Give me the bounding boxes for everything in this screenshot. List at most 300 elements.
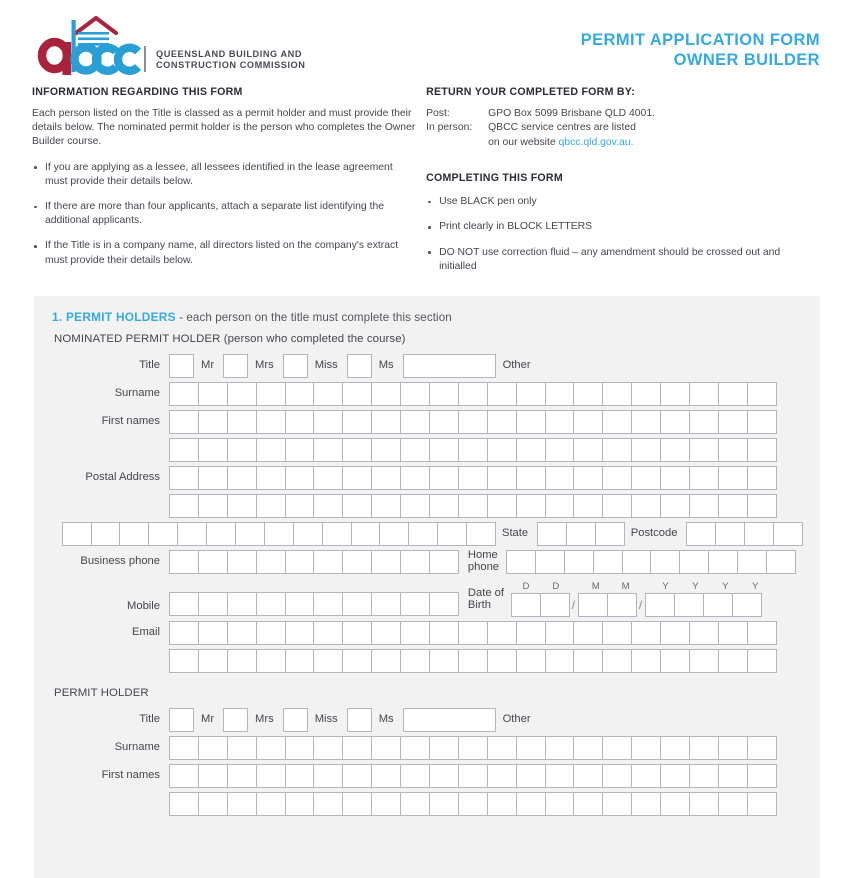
input-cell[interactable] — [487, 438, 517, 462]
input-cell[interactable] — [322, 522, 352, 546]
input-cell[interactable] — [602, 764, 632, 788]
input-cell[interactable] — [747, 649, 777, 673]
input-cell[interactable] — [285, 736, 315, 760]
email-input-grid[interactable] — [169, 621, 776, 645]
input-cell[interactable] — [437, 522, 467, 546]
input-cell[interactable] — [689, 466, 719, 490]
input-cell[interactable] — [660, 736, 690, 760]
input-cell[interactable] — [371, 438, 401, 462]
dob-year-input-grid[interactable] — [645, 593, 761, 617]
postal-address-input-grid-1[interactable] — [169, 466, 776, 490]
input-cell[interactable] — [708, 550, 738, 574]
input-cell[interactable] — [744, 522, 774, 546]
input-cell[interactable] — [573, 494, 603, 518]
input-cell[interactable] — [169, 621, 199, 645]
input-cell[interactable] — [566, 522, 596, 546]
input-cell[interactable] — [689, 736, 719, 760]
title-ms-checkbox-holder2[interactable] — [347, 708, 372, 732]
input-cell[interactable] — [198, 764, 228, 788]
input-cell[interactable] — [285, 621, 315, 645]
input-cell[interactable] — [198, 438, 228, 462]
input-cell[interactable] — [371, 494, 401, 518]
input-cell[interactable] — [487, 621, 517, 645]
input-cell[interactable] — [458, 649, 488, 673]
title-mrs-checkbox-holder2[interactable] — [223, 708, 248, 732]
input-cell[interactable] — [371, 592, 401, 616]
input-cell[interactable] — [169, 736, 199, 760]
input-cell[interactable] — [773, 522, 803, 546]
input-cell[interactable] — [747, 621, 777, 645]
input-cell[interactable] — [62, 522, 92, 546]
input-cell[interactable] — [313, 592, 343, 616]
input-cell[interactable] — [198, 621, 228, 645]
input-cell[interactable] — [466, 522, 496, 546]
input-cell[interactable] — [313, 494, 343, 518]
input-cell[interactable] — [227, 466, 257, 490]
input-cell[interactable] — [264, 522, 294, 546]
input-cell[interactable] — [342, 466, 372, 490]
input-cell[interactable] — [371, 550, 401, 574]
input-cell[interactable] — [198, 592, 228, 616]
input-cell[interactable] — [593, 550, 623, 574]
input-cell[interactable] — [342, 550, 372, 574]
input-cell[interactable] — [715, 522, 745, 546]
input-cell[interactable] — [371, 649, 401, 673]
input-cell[interactable] — [458, 382, 488, 406]
input-cell[interactable] — [313, 649, 343, 673]
title-mr-checkbox[interactable] — [169, 354, 194, 378]
first-names-input-grid[interactable] — [169, 410, 776, 434]
input-cell[interactable] — [545, 494, 575, 518]
input-cell[interactable] — [747, 438, 777, 462]
input-cell[interactable] — [429, 494, 459, 518]
title-mr-checkbox-holder2[interactable] — [169, 708, 194, 732]
input-cell[interactable] — [718, 736, 748, 760]
input-cell[interactable] — [631, 494, 661, 518]
business-phone-input-grid[interactable] — [169, 550, 458, 574]
input-cell[interactable] — [718, 792, 748, 816]
input-cell[interactable] — [400, 382, 430, 406]
input-cell[interactable] — [689, 621, 719, 645]
home-phone-input-grid[interactable] — [506, 550, 795, 574]
first-names-input-grid-2-holder2[interactable] — [169, 792, 776, 816]
input-cell[interactable] — [747, 494, 777, 518]
input-cell[interactable] — [285, 792, 315, 816]
input-cell[interactable] — [747, 764, 777, 788]
state-input-grid[interactable] — [537, 522, 624, 546]
input-cell[interactable] — [285, 382, 315, 406]
input-cell[interactable] — [256, 592, 286, 616]
input-cell[interactable] — [516, 438, 546, 462]
input-cell[interactable] — [198, 494, 228, 518]
input-cell[interactable] — [516, 736, 546, 760]
input-cell[interactable] — [545, 438, 575, 462]
input-cell[interactable] — [602, 621, 632, 645]
input-cell[interactable] — [313, 621, 343, 645]
input-cell[interactable] — [342, 592, 372, 616]
input-cell[interactable] — [631, 382, 661, 406]
input-cell[interactable] — [535, 550, 565, 574]
input-cell[interactable] — [487, 410, 517, 434]
title-miss-checkbox-holder2[interactable] — [283, 708, 308, 732]
input-cell[interactable] — [429, 792, 459, 816]
input-cell[interactable] — [718, 438, 748, 462]
input-cell[interactable] — [371, 466, 401, 490]
input-cell[interactable] — [198, 410, 228, 434]
input-cell[interactable] — [487, 649, 517, 673]
input-cell[interactable] — [227, 792, 257, 816]
input-cell[interactable] — [400, 792, 430, 816]
input-cell[interactable] — [506, 550, 536, 574]
input-cell[interactable] — [689, 792, 719, 816]
input-cell[interactable] — [206, 522, 236, 546]
input-cell[interactable] — [545, 410, 575, 434]
first-names-input-grid-2[interactable] — [169, 438, 776, 462]
input-cell[interactable] — [400, 550, 430, 574]
input-cell[interactable] — [487, 764, 517, 788]
input-cell[interactable] — [545, 736, 575, 760]
input-cell[interactable] — [516, 764, 546, 788]
input-cell[interactable] — [169, 410, 199, 434]
input-cell[interactable] — [342, 792, 372, 816]
input-cell[interactable] — [747, 466, 777, 490]
input-cell[interactable] — [342, 621, 372, 645]
first-names-input-grid-holder2[interactable] — [169, 764, 776, 788]
input-cell[interactable] — [285, 466, 315, 490]
input-cell[interactable] — [285, 649, 315, 673]
input-cell[interactable] — [256, 438, 286, 462]
input-cell[interactable] — [400, 736, 430, 760]
input-cell[interactable] — [342, 736, 372, 760]
postal-address-input-grid-2[interactable] — [169, 494, 776, 518]
title-other-input[interactable] — [403, 354, 496, 378]
input-cell[interactable] — [342, 649, 372, 673]
input-cell[interactable] — [91, 522, 121, 546]
input-cell[interactable] — [622, 550, 652, 574]
input-cell[interactable] — [177, 522, 207, 546]
input-cell[interactable] — [747, 382, 777, 406]
input-cell[interactable] — [285, 764, 315, 788]
input-cell[interactable] — [718, 382, 748, 406]
input-cell[interactable] — [545, 466, 575, 490]
input-cell[interactable] — [313, 736, 343, 760]
input-cell[interactable] — [573, 649, 603, 673]
input-cell[interactable] — [458, 410, 488, 434]
input-cell[interactable] — [256, 736, 286, 760]
input-cell[interactable] — [169, 466, 199, 490]
input-cell[interactable] — [631, 621, 661, 645]
input-cell[interactable] — [545, 382, 575, 406]
input-cell[interactable] — [660, 621, 690, 645]
input-cell[interactable] — [429, 736, 459, 760]
input-cell[interactable] — [631, 466, 661, 490]
input-cell[interactable] — [342, 438, 372, 462]
input-cell[interactable] — [400, 494, 430, 518]
input-cell[interactable] — [458, 792, 488, 816]
input-cell[interactable] — [227, 621, 257, 645]
input-cell[interactable] — [148, 522, 178, 546]
input-cell[interactable] — [169, 382, 199, 406]
input-cell[interactable] — [198, 736, 228, 760]
input-cell[interactable] — [602, 649, 632, 673]
input-cell[interactable] — [227, 550, 257, 574]
input-cell[interactable] — [351, 522, 381, 546]
input-cell[interactable] — [595, 522, 625, 546]
input-cell[interactable] — [545, 621, 575, 645]
dob-day-input-grid[interactable] — [511, 593, 569, 617]
input-cell[interactable] — [747, 736, 777, 760]
input-cell[interactable] — [227, 382, 257, 406]
input-cell[interactable] — [602, 382, 632, 406]
input-cell[interactable] — [256, 649, 286, 673]
input-cell[interactable] — [285, 592, 315, 616]
input-cell[interactable] — [429, 592, 459, 616]
input-cell[interactable] — [564, 550, 594, 574]
input-cell[interactable] — [371, 621, 401, 645]
input-cell[interactable] — [458, 494, 488, 518]
input-cell[interactable] — [227, 438, 257, 462]
input-cell[interactable] — [458, 764, 488, 788]
input-cell[interactable] — [400, 621, 430, 645]
input-cell[interactable] — [487, 494, 517, 518]
input-cell[interactable] — [660, 494, 690, 518]
input-cell[interactable] — [256, 764, 286, 788]
input-cell[interactable] — [293, 522, 323, 546]
input-cell[interactable] — [429, 649, 459, 673]
input-cell[interactable] — [573, 410, 603, 434]
email-input-grid-2[interactable] — [169, 649, 776, 673]
input-cell[interactable] — [660, 410, 690, 434]
input-cell[interactable] — [227, 764, 257, 788]
input-cell[interactable] — [573, 792, 603, 816]
input-cell[interactable] — [686, 522, 716, 546]
surname-input-grid-holder2[interactable] — [169, 736, 776, 760]
input-cell[interactable] — [607, 593, 637, 617]
input-cell[interactable] — [602, 438, 632, 462]
input-cell[interactable] — [169, 438, 199, 462]
input-cell[interactable] — [379, 522, 409, 546]
input-cell[interactable] — [718, 621, 748, 645]
input-cell[interactable] — [371, 410, 401, 434]
input-cell[interactable] — [256, 621, 286, 645]
input-cell[interactable] — [285, 438, 315, 462]
input-cell[interactable] — [660, 764, 690, 788]
input-cell[interactable] — [516, 382, 546, 406]
input-cell[interactable] — [285, 494, 315, 518]
input-cell[interactable] — [313, 438, 343, 462]
input-cell[interactable] — [602, 736, 632, 760]
input-cell[interactable] — [602, 792, 632, 816]
input-cell[interactable] — [718, 649, 748, 673]
input-cell[interactable] — [516, 792, 546, 816]
input-cell[interactable] — [256, 466, 286, 490]
input-cell[interactable] — [429, 382, 459, 406]
input-cell[interactable] — [429, 764, 459, 788]
input-cell[interactable] — [545, 792, 575, 816]
input-cell[interactable] — [285, 550, 315, 574]
input-cell[interactable] — [660, 382, 690, 406]
input-cell[interactable] — [342, 494, 372, 518]
input-cell[interactable] — [256, 792, 286, 816]
input-cell[interactable] — [458, 466, 488, 490]
input-cell[interactable] — [573, 764, 603, 788]
input-cell[interactable] — [766, 550, 796, 574]
input-cell[interactable] — [198, 649, 228, 673]
input-cell[interactable] — [631, 649, 661, 673]
input-cell[interactable] — [429, 438, 459, 462]
input-cell[interactable] — [313, 466, 343, 490]
dob-month-input-grid[interactable] — [578, 593, 636, 617]
input-cell[interactable] — [573, 466, 603, 490]
input-cell[interactable] — [198, 550, 228, 574]
input-cell[interactable] — [458, 621, 488, 645]
input-cell[interactable] — [119, 522, 149, 546]
input-cell[interactable] — [371, 382, 401, 406]
input-cell[interactable] — [400, 764, 430, 788]
input-cell[interactable] — [408, 522, 438, 546]
input-cell[interactable] — [631, 410, 661, 434]
input-cell[interactable] — [429, 466, 459, 490]
input-cell[interactable] — [689, 764, 719, 788]
input-cell[interactable] — [342, 410, 372, 434]
input-cell[interactable] — [487, 792, 517, 816]
input-cell[interactable] — [169, 649, 199, 673]
input-cell[interactable] — [169, 494, 199, 518]
input-cell[interactable] — [198, 792, 228, 816]
input-cell[interactable] — [602, 494, 632, 518]
input-cell[interactable] — [371, 792, 401, 816]
input-cell[interactable] — [313, 550, 343, 574]
input-cell[interactable] — [578, 593, 608, 617]
input-cell[interactable] — [227, 494, 257, 518]
input-cell[interactable] — [732, 593, 762, 617]
input-cell[interactable] — [516, 494, 546, 518]
qbcc-website-link[interactable]: qbcc.qld.gov.au. — [558, 136, 634, 148]
title-mrs-checkbox[interactable] — [223, 354, 248, 378]
input-cell[interactable] — [631, 792, 661, 816]
input-cell[interactable] — [458, 438, 488, 462]
input-cell[interactable] — [487, 736, 517, 760]
input-cell[interactable] — [256, 382, 286, 406]
input-cell[interactable] — [256, 410, 286, 434]
suburb-input-grid[interactable] — [62, 522, 495, 546]
input-cell[interactable] — [371, 736, 401, 760]
input-cell[interactable] — [313, 382, 343, 406]
input-cell[interactable] — [400, 410, 430, 434]
input-cell[interactable] — [400, 592, 430, 616]
input-cell[interactable] — [313, 764, 343, 788]
input-cell[interactable] — [747, 792, 777, 816]
input-cell[interactable] — [169, 792, 199, 816]
input-cell[interactable] — [674, 593, 704, 617]
input-cell[interactable] — [487, 466, 517, 490]
title-miss-checkbox[interactable] — [283, 354, 308, 378]
title-other-input-holder2[interactable] — [403, 708, 496, 732]
surname-input-grid[interactable] — [169, 382, 776, 406]
input-cell[interactable] — [516, 621, 546, 645]
input-cell[interactable] — [227, 592, 257, 616]
input-cell[interactable] — [689, 494, 719, 518]
input-cell[interactable] — [169, 550, 199, 574]
input-cell[interactable] — [737, 550, 767, 574]
input-cell[interactable] — [631, 764, 661, 788]
input-cell[interactable] — [703, 593, 733, 617]
input-cell[interactable] — [342, 382, 372, 406]
input-cell[interactable] — [371, 764, 401, 788]
input-cell[interactable] — [256, 494, 286, 518]
input-cell[interactable] — [458, 736, 488, 760]
input-cell[interactable] — [660, 792, 690, 816]
input-cell[interactable] — [516, 649, 546, 673]
input-cell[interactable] — [650, 550, 680, 574]
mobile-input-grid[interactable] — [169, 592, 458, 617]
input-cell[interactable] — [689, 438, 719, 462]
input-cell[interactable] — [511, 593, 541, 617]
input-cell[interactable] — [400, 466, 430, 490]
input-cell[interactable] — [602, 410, 632, 434]
input-cell[interactable] — [429, 410, 459, 434]
input-cell[interactable] — [198, 466, 228, 490]
input-cell[interactable] — [602, 466, 632, 490]
input-cell[interactable] — [573, 438, 603, 462]
input-cell[interactable] — [689, 649, 719, 673]
input-cell[interactable] — [235, 522, 265, 546]
input-cell[interactable] — [487, 382, 517, 406]
input-cell[interactable] — [429, 550, 459, 574]
input-cell[interactable] — [718, 764, 748, 788]
input-cell[interactable] — [285, 410, 315, 434]
input-cell[interactable] — [429, 621, 459, 645]
input-cell[interactable] — [227, 410, 257, 434]
input-cell[interactable] — [198, 382, 228, 406]
input-cell[interactable] — [400, 438, 430, 462]
input-cell[interactable] — [516, 466, 546, 490]
title-ms-checkbox[interactable] — [347, 354, 372, 378]
input-cell[interactable] — [679, 550, 709, 574]
input-cell[interactable] — [631, 736, 661, 760]
input-cell[interactable] — [537, 522, 567, 546]
input-cell[interactable] — [540, 593, 570, 617]
input-cell[interactable] — [573, 621, 603, 645]
input-cell[interactable] — [573, 736, 603, 760]
input-cell[interactable] — [169, 592, 199, 616]
input-cell[interactable] — [660, 649, 690, 673]
input-cell[interactable] — [689, 382, 719, 406]
input-cell[interactable] — [747, 410, 777, 434]
input-cell[interactable] — [573, 382, 603, 406]
input-cell[interactable] — [342, 764, 372, 788]
input-cell[interactable] — [256, 550, 286, 574]
input-cell[interactable] — [227, 649, 257, 673]
input-cell[interactable] — [631, 438, 661, 462]
input-cell[interactable] — [718, 494, 748, 518]
input-cell[interactable] — [545, 764, 575, 788]
postcode-input-grid[interactable] — [686, 522, 802, 546]
input-cell[interactable] — [718, 410, 748, 434]
input-cell[interactable] — [689, 410, 719, 434]
input-cell[interactable] — [545, 649, 575, 673]
input-cell[interactable] — [718, 466, 748, 490]
input-cell[interactable] — [169, 764, 199, 788]
input-cell[interactable] — [660, 438, 690, 462]
input-cell[interactable] — [400, 649, 430, 673]
input-cell[interactable] — [645, 593, 675, 617]
input-cell[interactable] — [313, 410, 343, 434]
input-cell[interactable] — [313, 792, 343, 816]
input-cell[interactable] — [516, 410, 546, 434]
input-cell[interactable] — [227, 736, 257, 760]
input-cell[interactable] — [660, 466, 690, 490]
